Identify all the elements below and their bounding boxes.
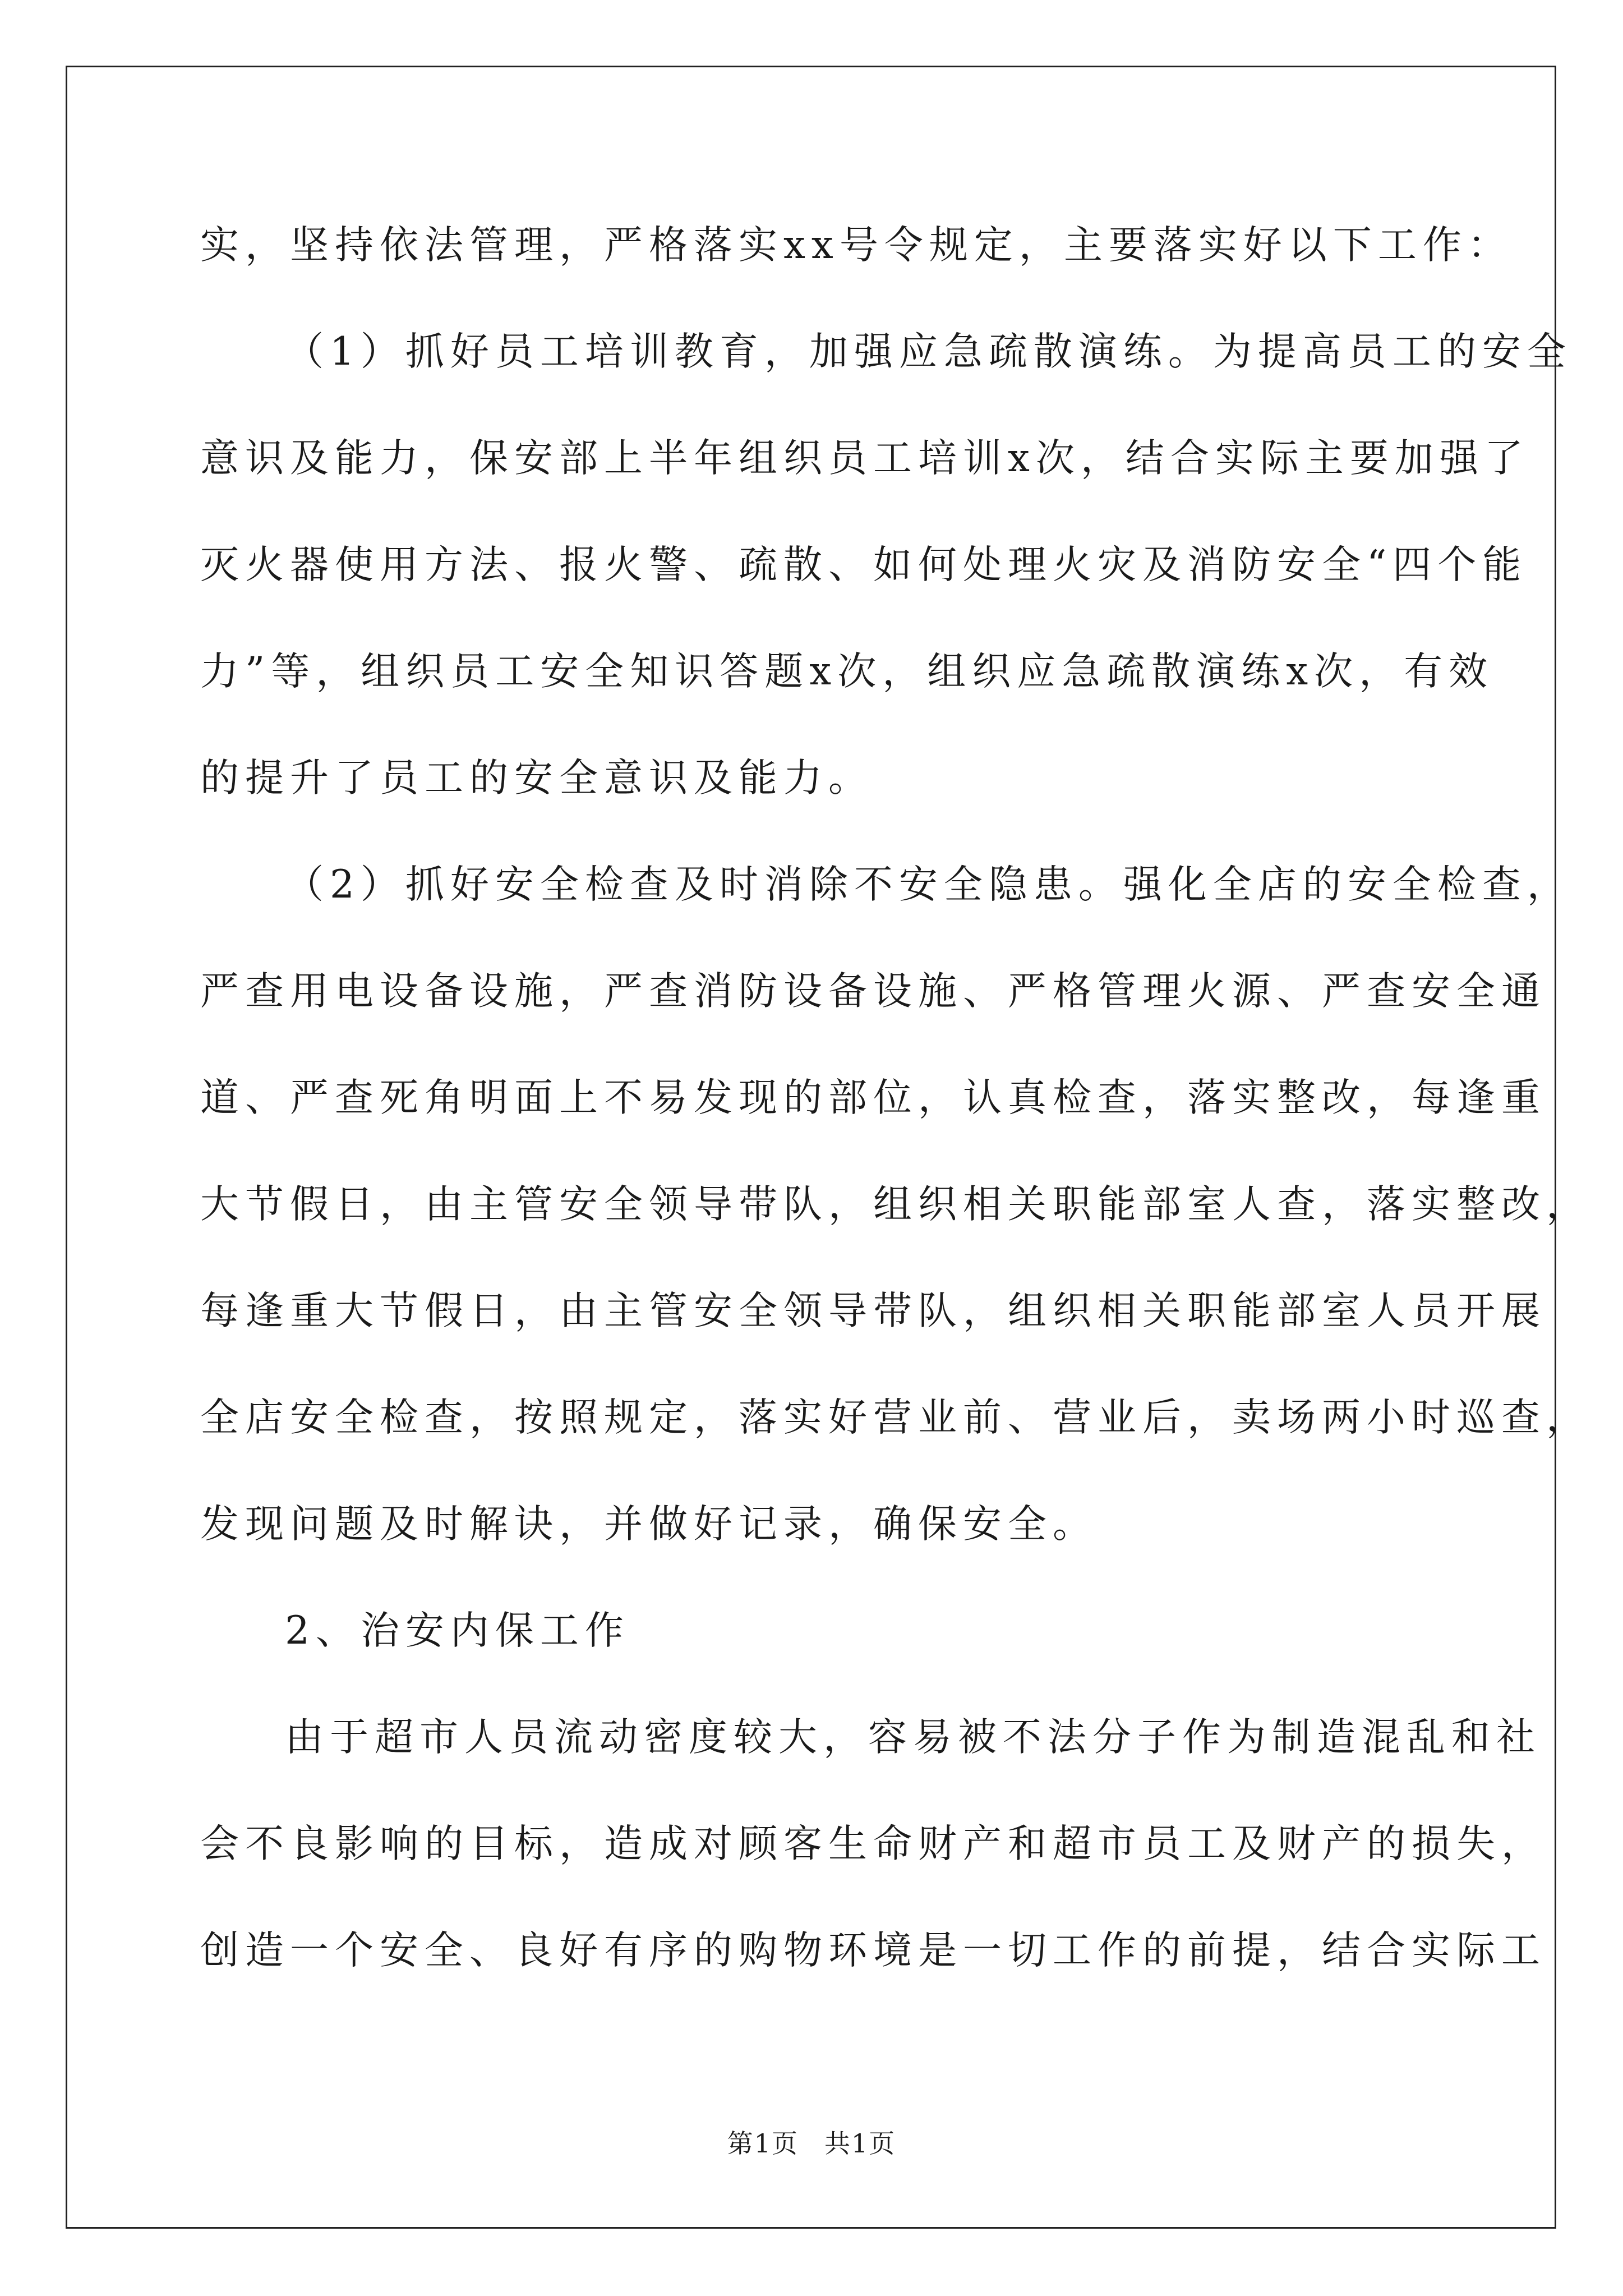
paragraph-line: 道、严查死角明面上不易发现的部位，认真检查，落实整改，每逢重: [200, 1075, 1546, 1120]
paragraph-line: 由于超市人员流动密度较大，容易被不法分子作为制造混乱和社: [285, 1715, 1541, 1760]
paragraph-line: 全店安全检查，按照规定，落实好营业前、营业后，卖场两小时巡查，: [200, 1395, 1591, 1440]
page-total: 共1页: [824, 2128, 896, 2159]
paragraph-line: 实，坚持依法管理，严格落实xx号令规定，主要落实好以下工作：: [200, 223, 1513, 268]
paragraph-line: （2）抓好安全检查及时消除不安全隐患。强化全店的安全检查，: [285, 862, 1572, 907]
paragraph-line: 严查用电设备设施，严查消防设备设施、严格管理火源、严查安全通: [200, 969, 1546, 1014]
paragraph-line: （1）抓好员工培训教育，加强应急疏散演练。为提高员工的安全: [285, 329, 1572, 374]
document-body: [200, 219, 1591, 2031]
paragraph-line: 的提升了员工的安全意识及能力。: [200, 756, 873, 800]
paragraph-line: 意识及能力，保安部上半年组织员工培训x次，结合实际主要加强了: [200, 436, 1529, 481]
page-number: 第1页: [727, 2128, 799, 2159]
paragraph-line: 会不良影响的目标，造成对顾客生命财产和超市员工及财产的损失，: [200, 1821, 1546, 1866]
paragraph-line: 每逢重大节假日，由主管安全领导带队，组织相关职能部室人员开展: [200, 1289, 1546, 1333]
page-footer: [0, 2128, 1623, 2159]
paragraph-line: 发现问题及时解诀，并做好记录，确保安全。: [200, 1502, 1098, 1547]
paragraph-line: 力”等，组织员工安全知识答题x次，组织应急疏散演练x次，有效: [200, 649, 1494, 694]
paragraph-line: 灭火器使用方法、报火警、疏散、如何处理火灾及消防安全“四个能: [200, 542, 1528, 587]
paragraph-line: 大节假日，由主管安全领导带队，组织相关职能部室人查，落实整改，: [200, 1182, 1591, 1227]
paragraph-line: 创造一个安全、良好有序的购物环境是一切工作的前提，结合实际工: [200, 1928, 1546, 1973]
section-heading: 2、治安内保工作: [285, 1608, 630, 1653]
